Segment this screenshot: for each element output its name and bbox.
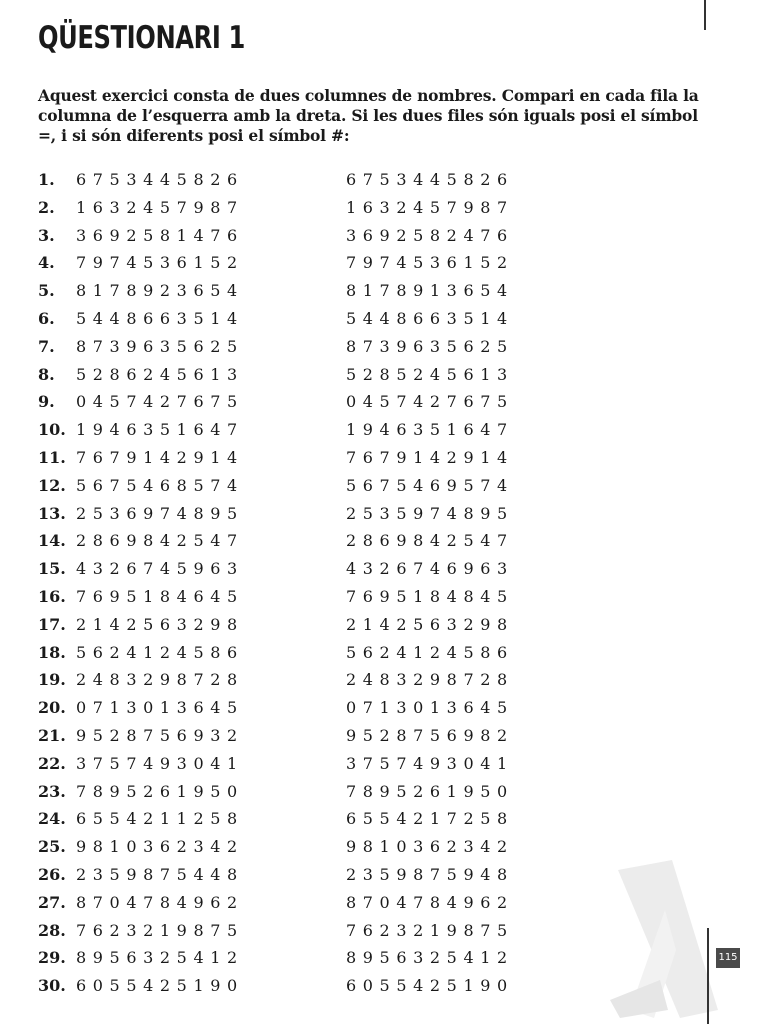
- row-number: 1.: [38, 170, 55, 189]
- left-number-sequence: 7623219875: [76, 920, 244, 940]
- left-number-sequence: 3692581476: [76, 225, 244, 245]
- row-number: 12.: [38, 475, 66, 495]
- comparison-row: [38, 222, 558, 250]
- left-number-sequence: 1632457987: [76, 197, 244, 217]
- left-number-sequence: 6753445826: [76, 170, 244, 189]
- right-number-sequence: 0457427675: [346, 392, 514, 412]
- comparison-row: [38, 416, 558, 444]
- right-number-sequence: 0713013645: [346, 698, 514, 718]
- row-number: 10.: [38, 420, 66, 440]
- page-title: QÜESTIONARI 1: [38, 20, 245, 56]
- left-number-sequence: 2359875448: [76, 864, 244, 884]
- row-number: 15.: [38, 559, 66, 579]
- comparison-row: [38, 917, 558, 945]
- comparison-row: [38, 722, 558, 750]
- comparison-row: [38, 583, 558, 611]
- right-number-sequence: 2142563298: [346, 614, 514, 634]
- left-number-sequence: 9810362342: [76, 837, 244, 857]
- row-number: 2.: [38, 197, 55, 217]
- right-number-sequence: 5285245613: [346, 364, 514, 384]
- comparison-row: [38, 555, 558, 583]
- right-number-sequence: 3692582476: [346, 225, 514, 245]
- row-number: 27.: [38, 892, 66, 912]
- publisher-logo-watermark: [610, 850, 720, 1020]
- right-number-sequence: 8739635625: [346, 336, 514, 356]
- right-number-sequence: 5675469574: [346, 475, 514, 495]
- left-number-sequence: 1946351647: [76, 420, 244, 440]
- right-number-sequence: 1632457987: [346, 197, 514, 217]
- row-number: 3.: [38, 225, 55, 245]
- right-number-sequence: 8704784962: [346, 892, 514, 912]
- right-number-sequence: 8178913654: [346, 281, 514, 301]
- row-number: 4.: [38, 253, 55, 273]
- comparison-row: [38, 361, 558, 389]
- row-number: 19.: [38, 670, 66, 690]
- right-number-sequence: 2535974895: [346, 503, 514, 523]
- comparison-row: [38, 388, 558, 416]
- left-number-sequence: 8178923654: [76, 281, 244, 301]
- left-number-sequence: 7679142914: [76, 447, 244, 467]
- row-number: 30.: [38, 976, 66, 996]
- left-number-sequence: 2142563298: [76, 614, 244, 634]
- number-comparison-list: [38, 166, 558, 1000]
- comparison-row: [38, 611, 558, 639]
- row-number: 28.: [38, 920, 66, 940]
- comparison-row: [38, 305, 558, 333]
- left-number-sequence: 2869842547: [76, 531, 244, 551]
- row-number: 26.: [38, 864, 66, 884]
- row-number: 18.: [38, 642, 66, 662]
- left-number-sequence: 2483298728: [76, 670, 244, 690]
- comparison-row: [38, 500, 558, 528]
- row-number: 16.: [38, 586, 66, 606]
- left-number-sequence: 5448663514: [76, 308, 244, 328]
- row-number: 9.: [38, 392, 55, 412]
- right-number-sequence: 6554217258: [346, 809, 514, 829]
- comparison-row: [38, 833, 558, 861]
- right-number-sequence: 2483298728: [346, 670, 514, 690]
- right-number-sequence: 2359875948: [346, 864, 514, 884]
- row-number: 29.: [38, 948, 66, 968]
- right-number-sequence: 7895261950: [346, 781, 514, 801]
- left-number-sequence: 8956325412: [76, 948, 244, 968]
- left-number-sequence: 0713013645: [76, 698, 244, 718]
- comparison-row: [38, 249, 558, 277]
- comparison-row: [38, 972, 558, 1000]
- row-number: 24.: [38, 809, 66, 829]
- left-number-sequence: 8704784962: [76, 892, 244, 912]
- left-number-sequence: 9528756932: [76, 725, 244, 745]
- comparison-row: [38, 694, 558, 722]
- left-number-sequence: 6554211258: [76, 809, 244, 829]
- right-number-sequence: 7623219875: [346, 920, 514, 940]
- left-number-sequence: 0457427675: [76, 392, 244, 412]
- comparison-row: [38, 444, 558, 472]
- top-margin-rule: [704, 0, 706, 30]
- right-number-sequence: 7974536152: [346, 253, 514, 273]
- instructions-paragraph: Aquest exercici consta de dues columnes de nombres. Compari en cada fila la columna de l’esquerra amb la dreta. Si les dues files són iguals posi el símbol =, i si són diferents posi el símbol #:: [38, 86, 699, 145]
- row-number: 23.: [38, 781, 66, 801]
- comparison-row: [38, 944, 558, 972]
- page-number-badge: 115: [716, 948, 740, 968]
- left-number-sequence: 5675468574: [76, 475, 244, 495]
- row-number: 17.: [38, 614, 66, 634]
- right-number-sequence: 2869842547: [346, 531, 514, 551]
- right-number-sequence: 9528756982: [346, 725, 514, 745]
- right-number-sequence: 6055425190: [346, 976, 514, 996]
- row-number: 21.: [38, 725, 66, 745]
- right-number-sequence: 1946351647: [346, 420, 514, 440]
- row-number: 8.: [38, 364, 55, 384]
- right-number-sequence: 7679142914: [346, 447, 514, 467]
- comparison-row: [38, 527, 558, 555]
- row-number: 5.: [38, 281, 55, 301]
- left-number-sequence: 7974536152: [76, 253, 244, 273]
- left-number-sequence: 2536974895: [76, 503, 244, 523]
- comparison-row: [38, 277, 558, 305]
- right-number-sequence: 9810362342: [346, 837, 514, 857]
- right-number-sequence: 7695184845: [346, 586, 514, 606]
- row-number: 22.: [38, 753, 66, 773]
- left-number-sequence: 7895261950: [76, 781, 244, 801]
- right-number-sequence: 6753445826: [346, 170, 514, 189]
- comparison-row: [38, 639, 558, 667]
- comparison-row: [38, 166, 558, 194]
- right-number-sequence: 3757493041: [346, 753, 514, 773]
- left-number-sequence: 3757493041: [76, 753, 244, 773]
- comparison-row: [38, 333, 558, 361]
- comparison-row: [38, 194, 558, 222]
- comparison-row: [38, 472, 558, 500]
- comparison-row: [38, 778, 558, 806]
- row-number: 20.: [38, 698, 66, 718]
- row-number: 13.: [38, 503, 66, 523]
- left-number-sequence: 5286245613: [76, 364, 244, 384]
- comparison-row: [38, 750, 558, 778]
- side-margin-rule: [707, 928, 709, 1024]
- right-number-sequence: 4326746963: [346, 559, 514, 579]
- comparison-row: [38, 889, 558, 917]
- comparison-row: [38, 861, 558, 889]
- left-number-sequence: 5624124586: [76, 642, 244, 662]
- left-number-sequence: 6055425190: [76, 976, 244, 996]
- row-number: 14.: [38, 531, 66, 551]
- comparison-row: [38, 805, 558, 833]
- right-number-sequence: 5624124586: [346, 642, 514, 662]
- row-number: 11.: [38, 447, 66, 467]
- right-number-sequence: 5448663514: [346, 308, 514, 328]
- row-number: 7.: [38, 336, 55, 356]
- left-number-sequence: 4326745963: [76, 559, 244, 579]
- left-number-sequence: 7695184645: [76, 586, 244, 606]
- left-number-sequence: 8739635625: [76, 336, 244, 356]
- row-number: 25.: [38, 837, 66, 857]
- comparison-row: [38, 666, 558, 694]
- right-number-sequence: 8956325412: [346, 948, 514, 968]
- row-number: 6.: [38, 308, 55, 328]
